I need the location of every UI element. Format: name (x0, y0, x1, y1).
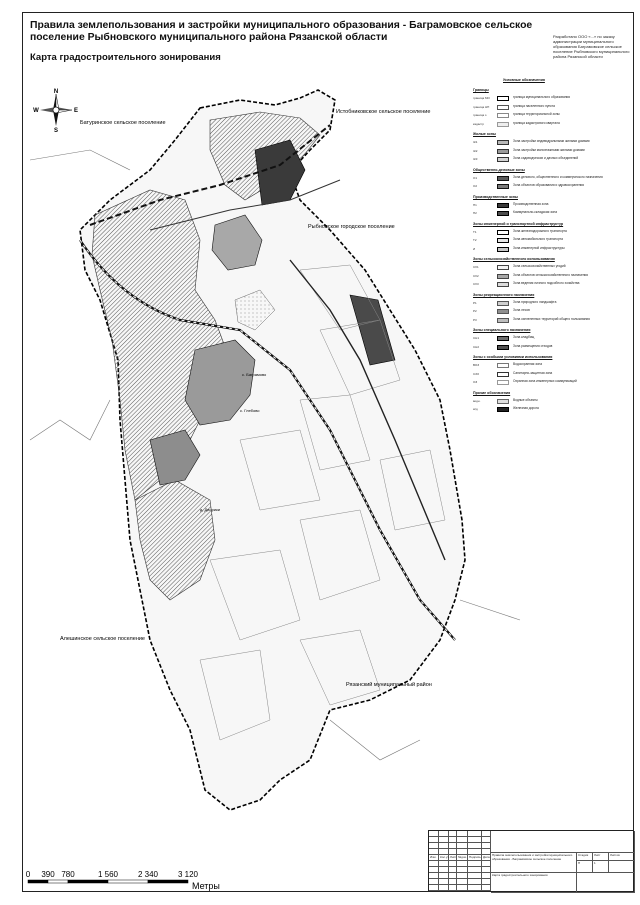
stamp-grid-cell (482, 885, 491, 891)
legend-section-heading: Зоны сельскохозяйственного использования (473, 257, 555, 261)
legend-swatch (497, 309, 509, 314)
legend-item (473, 281, 633, 289)
legend-section-heading: Общественно-деловые зоны (473, 167, 525, 172)
stamp-grid-cell (449, 885, 457, 891)
legend-item-key: П1 (473, 202, 477, 207)
legend-item (473, 210, 633, 218)
legend-swatch (497, 238, 509, 243)
stamp-header-cell: Подпись (469, 855, 481, 859)
legend-item (473, 148, 633, 156)
legend-item (473, 139, 633, 147)
stamp-stage-value: П (577, 861, 593, 873)
legend-item (473, 156, 633, 164)
legend-item (473, 237, 633, 245)
legend-item-label: Зона застройки индивидуальными жилыми домами (513, 139, 590, 143)
legend-item-key: СН1 (473, 336, 480, 340)
legend-swatch (497, 230, 509, 235)
legend-item-key: ВОЗ (473, 363, 480, 367)
scale-segment (48, 880, 68, 883)
legend-swatch (497, 380, 509, 385)
legend-item-key: О2 (473, 184, 478, 188)
legend-swatch (497, 336, 509, 341)
stamp-grid-cell (429, 885, 439, 891)
legend-item-key: Т1 (473, 229, 477, 234)
compass-s: S (53, 128, 59, 134)
label-rybnovskoe: Рыбновское городское поселение (308, 224, 395, 230)
scale-segment (108, 880, 148, 883)
legend-section-heading: Зоны с особыми условиями использования (473, 355, 553, 359)
legend-item (473, 202, 633, 210)
legend-item-key: И (473, 246, 476, 251)
legend-item-key: ж/д (473, 407, 478, 411)
stamp-header-cell: Изм. (429, 855, 439, 861)
legend-swatch (497, 399, 509, 404)
compass-e: E (73, 108, 79, 114)
legend-swatch (497, 96, 509, 101)
legend-swatch (497, 113, 509, 118)
legend-section-heading: Прочие обозначения (473, 390, 511, 395)
legend-swatch (497, 372, 509, 377)
legend-item (473, 300, 633, 308)
legend-section-heading: Производственные зоны (473, 194, 518, 199)
legend-swatch (497, 345, 509, 350)
stamp-sheet-title: Карта градостроительного зонирования (491, 873, 577, 893)
scale-segment (148, 880, 188, 883)
stamp-sheets-label: Листов (609, 853, 635, 861)
legend-swatch (497, 318, 509, 323)
legend-item-label: Зона лесов (513, 308, 530, 312)
legend-item-key: Р3 (473, 317, 477, 322)
legend-swatch (497, 301, 509, 306)
legend-item (473, 95, 633, 103)
legend-item-key: Т2 (473, 238, 477, 242)
legend-item-label: Зона объектов сельскохозяйственного назначения (513, 272, 589, 277)
scale-unit: Метры (192, 881, 220, 891)
legend-swatch (497, 140, 509, 145)
legend-item-key: граница МО (473, 96, 490, 100)
legend-item-label: Зона инженерной инфраструктуры (513, 245, 565, 250)
legend-item-key: граница НП (473, 104, 490, 109)
legend-swatch (497, 149, 509, 154)
legend-item (473, 371, 633, 379)
title-block (428, 830, 634, 892)
scale-tick-label: 0 (25, 870, 31, 879)
legend-item-key: СХ3 (473, 282, 479, 286)
stamp-header-cell: №док. (458, 855, 467, 859)
legend-swatch (497, 157, 509, 162)
scale-segment (28, 880, 48, 883)
map-title: Правила землепользования и застройки муниципального образования - Баграмовское сельское поселение Рыбновского муниципального района Рязанской области (30, 20, 533, 43)
legend-item (473, 264, 633, 272)
legend-item-label: Водные объекты (513, 397, 538, 402)
stamp-stage-label: Стадия (577, 853, 593, 861)
legend-item-label: Зона ведения личного подсобного хозяйства (513, 281, 580, 285)
stamp-sheets-value (609, 861, 635, 873)
stamp-grid-cell (468, 885, 482, 891)
label-village: с. Баграмово (242, 372, 267, 377)
stamp-sheet-value: 1 (593, 861, 609, 873)
legend-section-heading: Границы (473, 88, 489, 92)
legend-item-label: Зона автомобильного транспорта (513, 237, 563, 241)
legend-swatch (497, 247, 509, 252)
scale-tick-label: 1 560 (97, 870, 119, 879)
legend-swatch (497, 265, 509, 270)
legend-item-key: Р1 (473, 300, 477, 305)
stamp-sheet-label: Лист (593, 853, 609, 861)
legend-item-label: граница муниципального образования (513, 95, 571, 99)
legend-item-key: П2 (473, 211, 477, 215)
legend-item-label: Зона природного ландшафта (513, 299, 557, 304)
legend-swatch (497, 122, 509, 127)
legend-item (473, 406, 633, 414)
label-ryazansky: Рязанский муниципальный район (346, 682, 432, 688)
label-aleshinskoe: Алешинское сельское поселение (60, 636, 145, 642)
legend-item-key: ОЗ (473, 380, 478, 384)
label-village: с. Глебово (240, 408, 260, 413)
legend-item-label: Зона размещения отходов (513, 343, 553, 348)
legend-item-label: Зона делового, общественного и коммерческого назначения (513, 174, 603, 179)
compass-n: N (53, 89, 59, 95)
compass-w: W (33, 108, 39, 114)
legend-item-label: Производственная зона (513, 201, 549, 206)
legend-item-label: Зона застройки малоэтажными жилыми домами (513, 147, 585, 152)
legend-item-key: Ж2 (473, 148, 478, 153)
legend-item (473, 317, 633, 325)
legend-item-key: граница з. (473, 113, 488, 117)
label-istobnikovskoe: Истобниковское сельское поселение (336, 109, 431, 115)
legend-item-key: Р2 (473, 309, 477, 313)
legend-item-label: Водоохранная зона (513, 362, 542, 366)
legend-item-label: граница кадастрового квартала (513, 120, 560, 125)
legend-item-label: граница населенного пункта (513, 103, 555, 108)
scale-tick-label: 780 (61, 870, 75, 879)
scale-tick-label: 3 120 (177, 870, 199, 879)
legend-section-heading: Жилые зоны (473, 132, 496, 136)
legend-item-label: Зона объектов образования и здравоохранения (513, 183, 585, 187)
legend-swatch (497, 282, 509, 287)
legend-item (473, 175, 633, 183)
legend-item (473, 335, 633, 343)
stamp-code-cell (491, 831, 635, 853)
scale-segment (68, 880, 108, 883)
legend-item (473, 112, 633, 120)
legend-section-heading: Зоны инженерной и транспортной инфраструктур (473, 221, 564, 226)
legend-item-key: О1 (473, 175, 478, 180)
stamp-org-cell (577, 873, 635, 893)
legend-item-label: Зона садоводческих и дачных объединений (513, 156, 579, 160)
legend-item-key: СН2 (473, 344, 480, 349)
legend-item (473, 308, 633, 316)
legend-swatch (497, 203, 509, 208)
legend-item (473, 229, 633, 237)
legend-item-key: Ж3 (473, 157, 478, 161)
legend-swatch (497, 184, 509, 189)
legend-item (473, 344, 633, 352)
legend-swatch (497, 363, 509, 368)
legend-swatch (497, 407, 509, 412)
legend-item-key: Ж1 (473, 140, 478, 144)
legend-item (473, 104, 633, 112)
stamp-grid-cell (439, 885, 449, 891)
legend-item-label: Зона железнодорожного транспорта (513, 228, 567, 233)
legend-item (473, 121, 633, 129)
stamp-grid-cell (457, 885, 468, 891)
stamp-header-cell: Лист (450, 855, 457, 859)
legend-item (473, 246, 633, 254)
legend-item (473, 379, 633, 387)
label-baturinskoe: Батуринское сельское поселение (80, 120, 166, 126)
legend-item-label: Санитарно-защитная зона (513, 370, 553, 375)
legend-swatch (497, 274, 509, 279)
legend-item (473, 273, 633, 281)
legend-item-key: водн. (473, 398, 481, 403)
legend-swatch (497, 105, 509, 110)
legend-item-label: Зона кладбищ (513, 335, 535, 339)
scale-bar (22, 862, 272, 892)
legend-item-label: Коммунально-складская зона (513, 210, 557, 214)
legend-title: Условные обозначения (503, 78, 545, 82)
legend-swatch (497, 176, 509, 181)
header-note: Разработано ООО «...» по заказу администрации муниципального образования Баграмовское сельское поселение Рыбновского муниципального района Рязанской области (553, 34, 630, 59)
legend-section-heading: Зоны специального назначения (473, 328, 531, 332)
legend-item-label: граница территориальной зоны (513, 112, 560, 116)
legend-item (473, 183, 633, 191)
legend-item-label: Зона сельскохозяйственных угодий (513, 264, 566, 268)
legend-item (473, 398, 633, 406)
scale-tick-label: 390 (41, 870, 55, 879)
legend-item-key: кадастр (473, 121, 485, 126)
legend-item-label: Железная дорога (513, 406, 539, 410)
legend-swatch (497, 211, 509, 216)
legend-section-heading: Зоны рекреационного назначения (473, 292, 535, 297)
scale-tick-label: 2 340 (137, 870, 159, 879)
stamp-header-cell: Кол.уч. (440, 855, 450, 859)
legend-item (473, 362, 633, 370)
legend-item-key: СХ2 (473, 273, 479, 278)
legend-item-label: Охранная зона инженерных коммуникаций (513, 379, 577, 383)
map-subtitle: Карта градостроительного зонирования (30, 52, 221, 63)
legend-item-label: Зона озелененных территорий общего пользования (513, 316, 590, 321)
stamp-header-cell: Дата (483, 855, 490, 859)
legend-item-key: СЗЗ (473, 371, 479, 376)
legend-item-key: СХ1 (473, 265, 479, 269)
stamp-project-name: Правила землепользования и застройки муниципального образования - Баграмовское сельское поселение (491, 853, 577, 873)
label-village: д. Дворики (200, 507, 221, 512)
